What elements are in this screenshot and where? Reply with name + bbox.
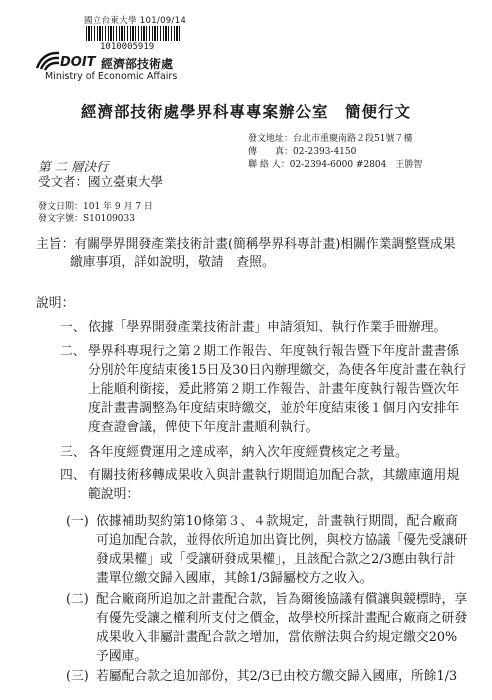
sub-item-text: 配合廠商所追加之計畫配合款，旨為爾後協議有償讓與競標時，享有優先受讓之權利所支付之價金，故學校所採計畫配合廠商之研發成果收入非屬計畫配合款之增加，當依辦法與合約規定繳交20%予國庫。	[96, 592, 468, 664]
item-number: 四、	[60, 468, 86, 483]
subject	[36, 236, 466, 272]
sender-address: 發文地址：台北市重慶南路２段51號７樓	[248, 134, 413, 144]
item-number: 一、	[60, 320, 86, 335]
sub-item	[66, 590, 468, 666]
sub-item-text: 若屬配合款之追加部份，其2/3已由校方繳交歸入國庫，所餘1/3	[96, 669, 458, 684]
list-item	[60, 443, 468, 462]
sender-info	[248, 133, 422, 172]
subject-label: 主旨：	[36, 237, 75, 252]
sub-item-number: (三)	[66, 669, 89, 684]
document-meta	[38, 201, 153, 225]
receipt-stamp: 國立台東大學 101/09/14	[84, 16, 187, 26]
barcode-number: 1010005919	[100, 42, 155, 52]
sender-fax: 傳 真：02-2393-4150	[248, 147, 357, 157]
sub-item	[66, 512, 468, 588]
item-text: 有關技術移轉成果收入與計畫執行期間追加配合款，其繳庫適用規範說明：	[88, 468, 460, 502]
sub-item-number: (一)	[66, 514, 89, 529]
list-item	[60, 342, 468, 437]
item-text: 學界科專現行之第２期工作報告、年度執行報告暨下年度計畫書係分別於年度結束後15日及30日內辦理繳交，為使各年度計畫在執行上能順利銜接，爰此將第２期工作報告、計畫年度執行報告暨次年度計畫書調整為年度結束時繳交，並於年度結束後１個月內安排年度查證會議，俾使下年度計畫順利執行。	[88, 344, 467, 435]
item-number: 二、	[60, 344, 86, 359]
barcode	[86, 26, 182, 41]
list-item	[60, 318, 468, 337]
explanation-label: 說明：	[36, 296, 75, 311]
subject-text: 有關學界開發產業技術計畫(簡稱學界科專計畫)相關作業調整暨成果繳庫事項，詳如說明，敬請 查照。	[70, 237, 456, 270]
sub-item-number: (二)	[66, 592, 89, 607]
item-text: 依據「學界開發產業技術計畫」申請須知、執行作業手冊辦理。	[88, 320, 447, 335]
sub-item-text: 依據補助契約第10條第３、４款規定，計畫執行期間，配合廠商可追加配合款，並得依所追加出資比例，與校方協議「優先受讓研發成果權」或「受讓研發成果權」，且該配合款之2/3應由執行計畫單位繳交歸入國庫，其餘1/3歸屬校方之收入。	[96, 514, 468, 586]
recipient: 受文者：國立臺東大學	[38, 174, 164, 189]
list-item	[60, 466, 468, 504]
document-number: 發文字號：S10109033	[38, 214, 135, 224]
logo-department: 經濟部技術處	[101, 57, 174, 71]
item-number: 三、	[60, 445, 86, 460]
sub-item	[66, 667, 468, 686]
sender-contact: 聯 絡 人：02-2394-6000 #2804 王勝智	[248, 160, 423, 170]
doit-logo-icon	[35, 50, 61, 72]
document-title: 經濟部技術處學界科專專案辦公室 簡便行文	[80, 102, 411, 121]
item-text: 各年度經費運用之達成率，納入次年度經費核定之考量。	[88, 445, 408, 460]
logo-doit: DOIT	[60, 55, 96, 70]
issue-date: 發文日期：101 年 9 月 7 日	[38, 202, 153, 212]
logo-ministry: Ministry of Economic Affairs	[45, 71, 178, 82]
approval-level-note: 第 二 層決行	[38, 159, 109, 174]
